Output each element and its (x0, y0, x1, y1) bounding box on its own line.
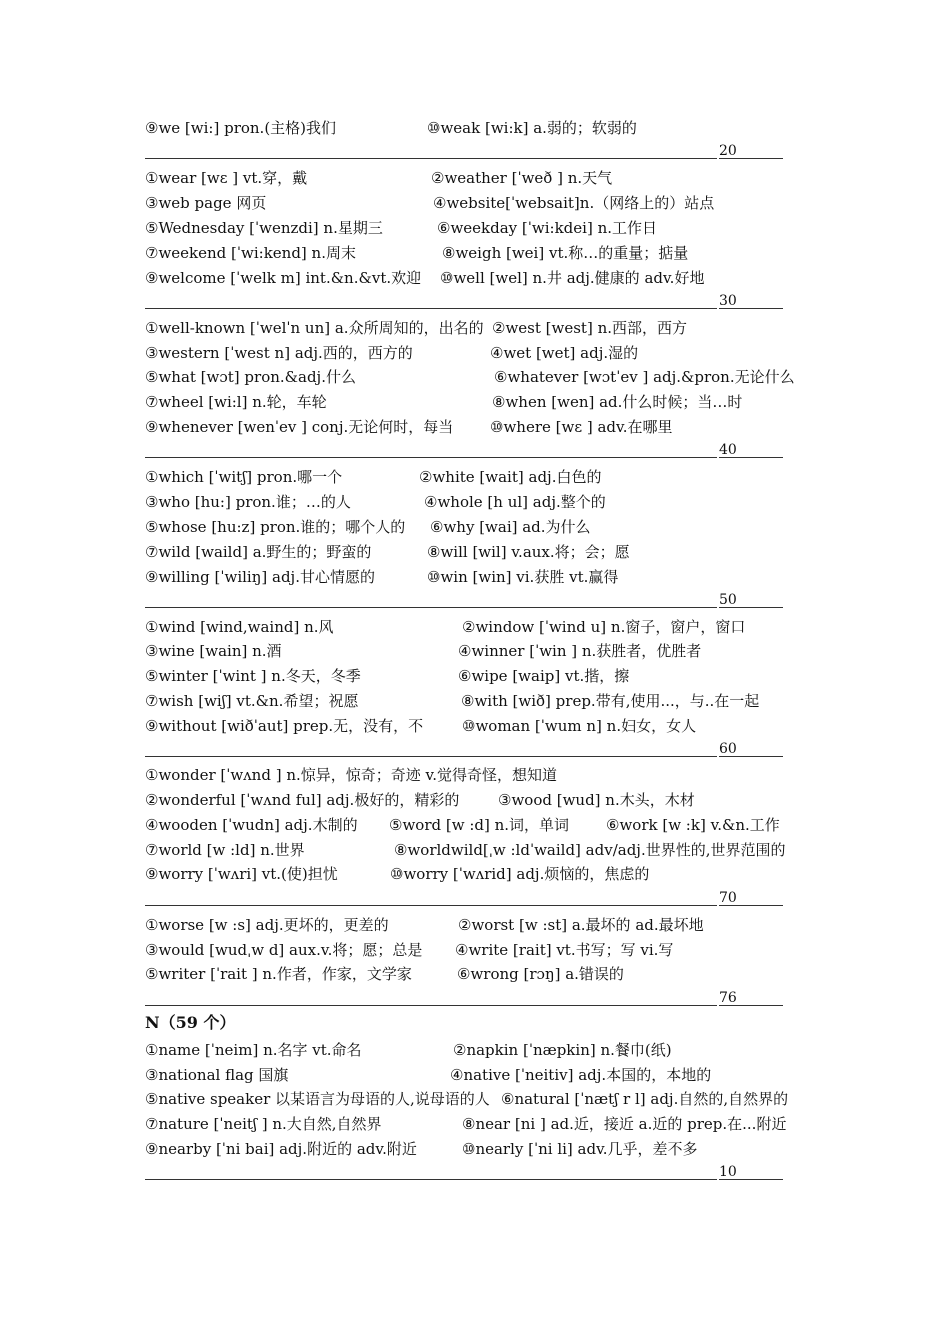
vocab-entry: ②worst [w :st] a.最坏的 ad.最坏地 (458, 916, 704, 934)
vocab-entry: ④write [rait] vt.书写；写 vi.写 (455, 941, 674, 959)
section-count: 76 (719, 991, 783, 1006)
vocab-entry: ⑥natural [ˈnætʃ r l] adj.自然的,自然界的 (501, 1090, 789, 1108)
vocab-entry: ①wonder [ˈwʌnd ] n.惊异，惊奇；奇迹 v.觉得奇怪，想知道 (145, 766, 557, 784)
vocab-entry: ⑧when [wen] ad.什么时候；当…时 (492, 393, 743, 411)
vocab-entry: ⑦weekend [ˈwi:kend] n.周末 (145, 244, 356, 262)
vocab-entry: ⑤native speaker 以某语言为母语的人,说母语的人 (145, 1090, 490, 1108)
vocab-entry: ②wonderful [ˈwʌnd ful] adj.极好的，精彩的 (145, 791, 460, 809)
vocab-entry: ④winner [ˈwin ] n.获胜者，优胜者 (458, 642, 702, 660)
vocab-entry: ④whole [h ul] adj.整个的 (424, 493, 606, 511)
vocab-entry: ⑦nature [ˈneitʃ ] n.大自然,自然界 (145, 1115, 382, 1133)
vocab-entry: ⑩weak [wi:k] a.弱的；软弱的 (427, 119, 637, 137)
vocab-entry: ①worse [w :s] adj.更坏的，更差的 (145, 916, 389, 934)
vocab-entry: ⑤writer [ˈrait ] n.作者，作家，文学家 (145, 965, 412, 983)
vocab-entry: ②west [west] n.西部，西方 (492, 319, 688, 337)
vocab-entry: ④website[ˈwebsait]n.（网络上的）站点 (433, 194, 715, 212)
vocab-entry: ⑩where [wɛ ] adv.在哪里 (490, 418, 673, 436)
vocab-entry: ⑩win [win] vi.获胜 vt.赢得 (427, 568, 619, 586)
vocab-entry: ⑤winter [ˈwint ] n.冬天，冬季 (145, 667, 361, 685)
vocab-entry: ③national flag 国旗 (145, 1066, 289, 1084)
vocab-entry: ②weather [ˈweð ] n.天气 (431, 169, 613, 187)
vocab-entry: ⑨worry [ˈwʌri] vt.(使)担忧 (145, 865, 338, 883)
vocab-entry: ⑧worldwild[ˌw :ldˈwaild] adv/adj.世界性的,世界范围的 (394, 841, 786, 859)
vocab-entry: ⑥wipe [waip] vt.揩，擦 (458, 667, 630, 685)
vocab-entry: ①well-known [ˈwelˈn un] a.众所周知的，出名的 (145, 319, 484, 337)
vocab-entry: ④wooden [ˈwudn] adj.木制的 (145, 816, 358, 834)
section-count: 30 (719, 294, 783, 309)
vocab-entry: ③who [hu:] pron.谁；…的人 (145, 493, 351, 511)
vocab-entry: ⑦wheel [wi:l] n.轮，车轮 (145, 393, 327, 411)
vocab-entry: ⑤word [w :d] n.词，单词 (389, 816, 570, 834)
vocab-entry: ⑦wish [wiʃ] vt.&n.希望；祝愿 (145, 692, 359, 710)
section-separator (145, 295, 783, 311)
vocab-entry: ⑦world [w :ld] n.世界 (145, 841, 305, 859)
vocab-entry: ③web page 网页 (145, 194, 267, 212)
vocab-entry: ⑨willing [ˈwiliŋ] adj.甘心情愿的 (145, 568, 375, 586)
vocab-entry: ④native [ˈneitiv] adj.本国的，本地的 (450, 1066, 712, 1084)
vocab-entry: ②napkin [ˈnæpkin] n.餐巾(纸) (453, 1041, 672, 1059)
vocab-entry: ③western [ˈwest n] adj.西的，西方的 (145, 344, 413, 362)
vocab-entry: ⑩worry [ˈwʌrid] adj.烦恼的，焦虑的 (390, 865, 650, 883)
vocab-entry: ⑧with [wið] prep.带有,使用...，与..在一起 (461, 692, 760, 710)
section-separator (145, 1166, 783, 1182)
vocab-entry: ①name [ˈneim] n.名字 vt.命名 (145, 1041, 362, 1059)
vocab-entry: ⑨welcome [ˈwelk m] int.&n.&vt.欢迎 (145, 269, 422, 287)
vocab-entry: ⑨we [wi:] pron.(主格)我们 (145, 119, 337, 137)
vocab-entry: ⑩woman [ˈwum n] n.妇女，女人 (462, 717, 697, 735)
vocab-entry: ⑥whatever [wɔtˈev ] adj.&pron.无论什么 (494, 368, 795, 386)
vocab-entry: ⑨whenever [wenˈev ] conj.无论何时，每当 (145, 418, 454, 436)
section-separator (145, 992, 783, 1008)
section-separator (145, 145, 783, 161)
vocab-entry: ③wood [wud] n.木头，木材 (498, 791, 695, 809)
vocab-entry: ⑥why [wai] ad.为什么 (430, 518, 591, 536)
section-count: 60 (719, 742, 783, 757)
section-count: 10 (719, 1165, 783, 1180)
section-separator (145, 594, 783, 610)
section-count: 20 (719, 144, 783, 159)
vocab-entry: ⑤what [wɔt] pron.&adj.什么 (145, 368, 356, 386)
vocab-entry: ①wind [wind,waind] n.风 (145, 618, 334, 636)
vocab-entry: ⑩nearly [ˈni li] adv.几乎，差不多 (462, 1140, 698, 1158)
vocab-entry: ⑥weekday [ˈwi:kdei] n.工作日 (437, 219, 657, 237)
vocab-entry: ②white [wait] adj.白色的 (419, 468, 602, 486)
section-count: 40 (719, 443, 783, 458)
vocab-entry: ⑥work [w :k] v.&n.工作 (606, 816, 780, 834)
vocab-entry: ⑩well [wel] n.井 adj.健康的 adv.好地 (440, 269, 705, 287)
vocab-entry: ③would [wudˌw d] aux.v.将；愿；总是 (145, 941, 423, 959)
vocab-entry: ⑨nearby [ˈni bai] adj.附近的 adv.附近 (145, 1140, 417, 1158)
vocab-entry: ①wear [wɛ ] vt.穿，戴 (145, 169, 308, 187)
vocab-entry: ⑥wrong [rɔŋ] a.错误的 (457, 965, 624, 983)
section-count: 50 (719, 593, 783, 608)
vocab-entry: ④wet [wet] adj.湿的 (490, 344, 639, 362)
section-separator (145, 892, 783, 908)
vocab-entry: ⑦wild [waild] a.野生的；野蛮的 (145, 543, 372, 561)
vocab-entry: ⑧near [ni ] ad.近，接近 a.近的 prep.在...附近 (462, 1115, 787, 1133)
section-separator (145, 743, 783, 759)
vocab-entry: ⑧will [wil] v.aux.将；会；愿 (427, 543, 630, 561)
vocab-entry: ③wine [wain] n.酒 (145, 642, 282, 660)
vocab-entry: ⑤whose [hu:z] pron.谁的；哪个人的 (145, 518, 406, 536)
section-count: 70 (719, 891, 783, 906)
vocab-entry: ⑨without [wiðˈaut] prep.无，没有，不 (145, 717, 424, 735)
vocab-entry: ⑤Wednesday [ˈwenzdi] n.星期三 (145, 219, 383, 237)
vocab-entry: ②window [ˈwind u] n.窗子，窗户，窗口 (462, 618, 746, 636)
vocab-entry: ⑧weigh [wei] vt.称…的重量；掂量 (442, 244, 689, 262)
letter-heading: N（59 个） (145, 1013, 236, 1032)
vocab-entry: ①which [ˈwitʃ] pron.哪一个 (145, 468, 343, 486)
section-separator (145, 444, 783, 460)
